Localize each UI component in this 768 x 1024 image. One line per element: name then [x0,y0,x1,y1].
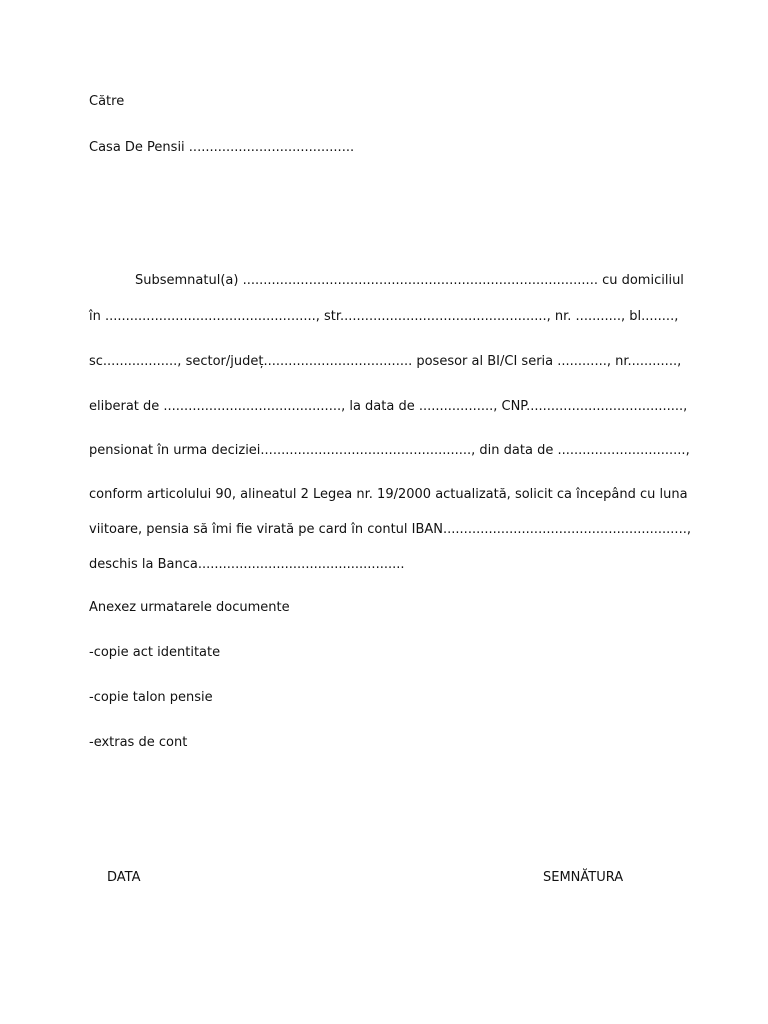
body-line-4: eliberat de ..........................................., la data de .................., CNP......................................, [89,399,688,414]
attachment-item: -copie talon pensie [89,690,213,705]
date-label: DATA [107,870,141,885]
recipient-label: Către [89,94,125,109]
signature-label: SEMNĂTURA [543,870,624,885]
body-line-5: pensionat în urma deciziei..................................................., din data de ..............................., [89,443,690,458]
body-line-3: sc.................., sector/județ.................................... posesor al BI/CI seria ............, nr............, [89,354,682,369]
body-line-7: viitoare, pensia să îmi fie virată pe card în contul IBAN..........................................................., [89,522,691,537]
recipient-institution: Casa De Pensii ........................................ [89,140,355,155]
attachment-item: -copie act identitate [89,645,221,660]
body-line-8: deschis la Banca.................................................. [89,557,405,572]
body-line-6: conform articolului 90, alineatul 2 Legea nr. 19/2000 actualizată, solicit ca începând cu luna [89,487,688,502]
body-line-1-text: Subsemnatul(a) ...................................................................................... cu domiciliul [135,273,684,288]
attachments-heading: Anexez urmatarele documente [89,600,290,615]
body-line-1 [89,273,684,289]
body-line-2: în ..................................................., str.................................................., nr. ..........., bl........, [89,309,679,324]
attachment-item: -extras de cont [89,735,188,750]
